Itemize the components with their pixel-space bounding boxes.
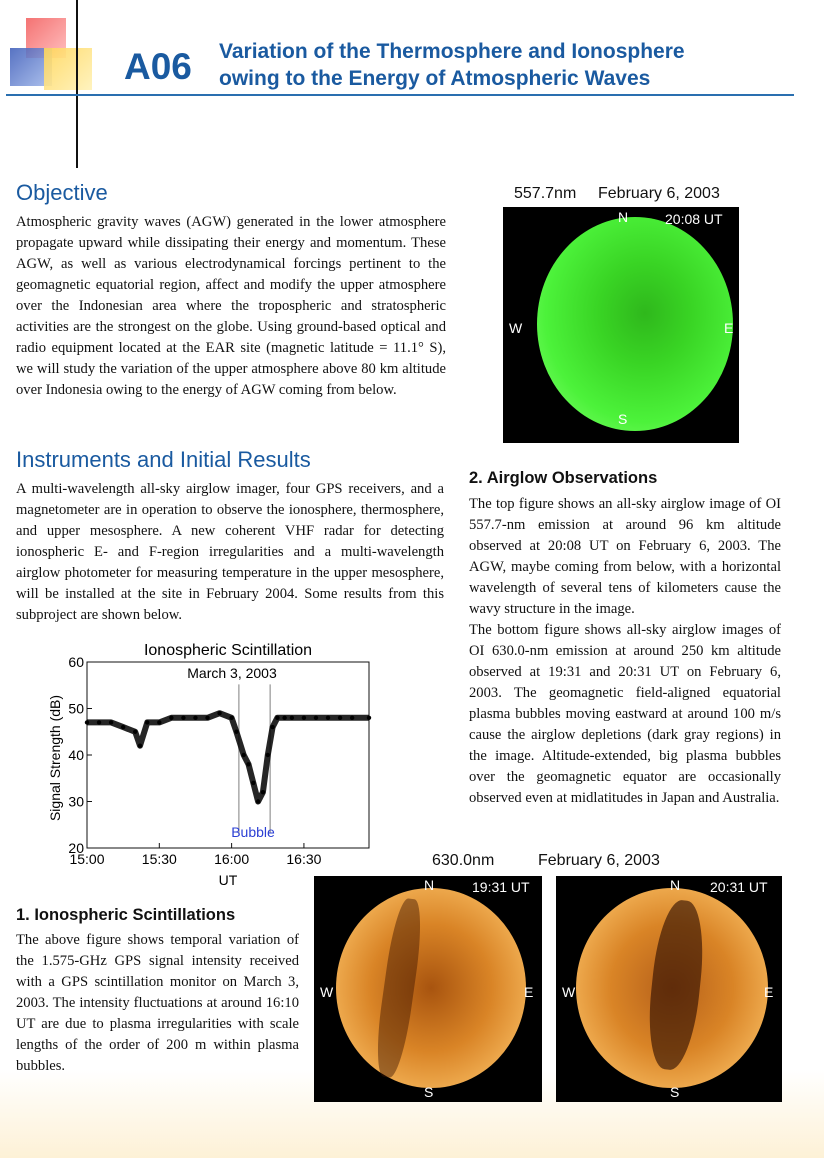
airglow-image-630nm-2031 (556, 876, 782, 1102)
chart-ylabel: Signal Strength (dB) (47, 694, 63, 822)
x-tick-label-1530: 15:30 (141, 851, 177, 867)
top-image-wavelength: 557.7nm (514, 185, 577, 202)
signal-point-6 (145, 720, 149, 724)
x-tick-label-1500: 15:00 (69, 851, 105, 867)
airglow-image-557nm (503, 207, 739, 443)
header-horizontal-rule (6, 94, 794, 96)
signal-point-16 (246, 762, 250, 766)
project-code: A06 (124, 46, 192, 87)
signal-point-9 (181, 716, 185, 720)
signal-point-12 (217, 711, 221, 715)
signal-series-0 (87, 713, 369, 801)
br-east-label: E (764, 984, 774, 1000)
signal-point-13 (229, 716, 233, 720)
signal-point-15 (241, 753, 245, 757)
airglow-image-630nm-1931 (314, 876, 542, 1102)
signal-point-30 (367, 716, 371, 720)
chart-xlabel: UT (218, 872, 238, 888)
signal-point-7 (157, 720, 161, 724)
y-tick-label-50: 50 (68, 700, 84, 717)
x-tick-label-1600: 16:00 (214, 851, 250, 867)
airglow-text-1: The top figure shows an all-sky airglow image of OI 557.7-nm emission at around 96 km altitude observed at 20:08 UT on February 6, 2003. The AGW, maybe coming from below, with a horizontal wavelength of several tens of kilometers cause the wavy structure in the image. (469, 496, 781, 617)
airglow-text-2: The bottom figure shows all-sky airglow images of OI 630.0-nm emission at around 250 km altitude observed at 19:31 and 20:31 UT on February 6, 2003. The geomagnetic field-aligned equatorial plasma bubbles moving eastward at around 100 m/s cause the airglow depletions (dark gray regions) in the image. Altitude-extended, big plasma bubbles over the geomagnetic equator are occasionally observed even at midlatitudes in Japan and Australia. (469, 622, 781, 806)
bottom-image-date: February 6, 2003 (538, 852, 660, 869)
signal-point-26 (314, 716, 318, 720)
top-west-label: W (509, 320, 523, 336)
signal-point-24 (290, 716, 294, 720)
top-east-label: E (724, 320, 734, 336)
objective-text: Atmospheric gravity waves (AGW) generated in the lower atmosphere propagate upward while dissipating their energy and momentum. These AGW, as well as various electrodynamical forcings pertinent to the geomagnetic equatorial region, affect and modify the upper atmosphere over the Indonesian area where the tropospheric and stratospheric activities are the strongest on the globe. Using ground-based optical and radio equipment located at the EAR site (magnetic latitude = 11.1° S), we will study the variation of the upper atmosphere above 80 km altitude over Indonesia owing to the energy of AGW coming from below. (16, 214, 446, 398)
bottom-image-wavelength: 630.0nm (432, 852, 495, 869)
signal-point-25 (302, 716, 306, 720)
signal-point-8 (169, 716, 173, 720)
signal-point-23 (282, 716, 286, 720)
signal-point-3 (121, 725, 125, 729)
top-south-label: S (618, 411, 628, 427)
bl-west-label: W (320, 984, 334, 1000)
signal-point-10 (193, 716, 197, 720)
signal-point-0 (85, 720, 89, 724)
signal-point-1 (97, 720, 101, 724)
chart-title: Ionospheric Scintillation (143, 642, 313, 659)
instruments-heading: Instruments and Initial Results (16, 447, 311, 472)
y-tick-label-20: 20 (68, 840, 84, 856)
top-image-date: February 6, 2003 (598, 185, 720, 202)
bl-east-label: E (524, 984, 534, 1000)
instruments-text: A multi-wavelength all-sky airglow imager, four GPS receivers, and a magnetometer are in operation to observe the ionosphere, thermosphere, and upper mesosphere. A new coherent VHF radar for detecting ionospheric E- and F-region irregularities and a multi-wavelength airglow photometer for measuring temperature in the upper mesosphere, will be installed at the site in February 2004. Some results from this subproject are shown below. (16, 481, 444, 623)
bl-south-label: S (424, 1084, 434, 1100)
bl-time-label: 19:31 UT (472, 879, 530, 895)
bl-north-label: N (424, 877, 435, 893)
chart-subtitle: March 3, 2003 (187, 665, 277, 681)
signal-point-17 (251, 781, 255, 785)
signal-point-5 (138, 744, 142, 748)
header-vertical-rule (76, 0, 78, 168)
br-south-label: S (670, 1084, 680, 1100)
page-title (219, 38, 685, 92)
airglow-disc-1931 (336, 888, 526, 1088)
signal-point-28 (338, 716, 342, 720)
signal-point-14 (234, 730, 238, 734)
title-line-1: Variation of the Thermosphere and Ionosphere (219, 40, 685, 63)
br-time-label: 20:31 UT (710, 879, 768, 895)
objective-heading: Objective (16, 180, 108, 205)
y-tick-label-60: 60 (68, 654, 84, 670)
chart-annotation-bubble: Bubble (231, 824, 275, 840)
top-time-label: 20:08 UT (665, 211, 723, 227)
scintillation-chart (14, 640, 374, 890)
signal-point-29 (350, 716, 354, 720)
logo-square-yellow (44, 48, 92, 90)
signal-point-20 (266, 753, 270, 757)
signal-point-19 (261, 790, 265, 794)
signal-point-2 (109, 720, 113, 724)
scintillation-heading: 1. Ionospheric Scintillations (16, 906, 236, 924)
signal-point-22 (275, 716, 279, 720)
airglow-heading: 2. Airglow Observations (469, 469, 658, 487)
title-line-2: owing to the Energy of Atmospheric Waves (219, 67, 651, 90)
signal-point-4 (133, 730, 137, 734)
y-tick-label-40: 40 (68, 747, 84, 763)
x-tick-label-1630: 16:30 (286, 851, 322, 867)
br-west-label: W (562, 984, 576, 1000)
top-north-label: N (618, 209, 629, 225)
y-tick-label-30: 30 (68, 793, 84, 810)
br-north-label: N (670, 877, 681, 893)
airglow-disc (537, 217, 733, 431)
chart-plot-frame (87, 662, 369, 848)
scintillation-text: The above figure shows temporal variation of the 1.575-GHz GPS signal intensity received with a GPS scintillation monitor on March 3, 2003. The intensity fluctuations at around 16:10 UT are due to plasma irregularities with scale lengths of the order of 200 m within plasma bubbles. (16, 932, 299, 1074)
signal-point-27 (326, 716, 330, 720)
signal-point-18 (256, 799, 260, 803)
signal-point-21 (270, 725, 274, 729)
signal-point-11 (205, 716, 209, 720)
